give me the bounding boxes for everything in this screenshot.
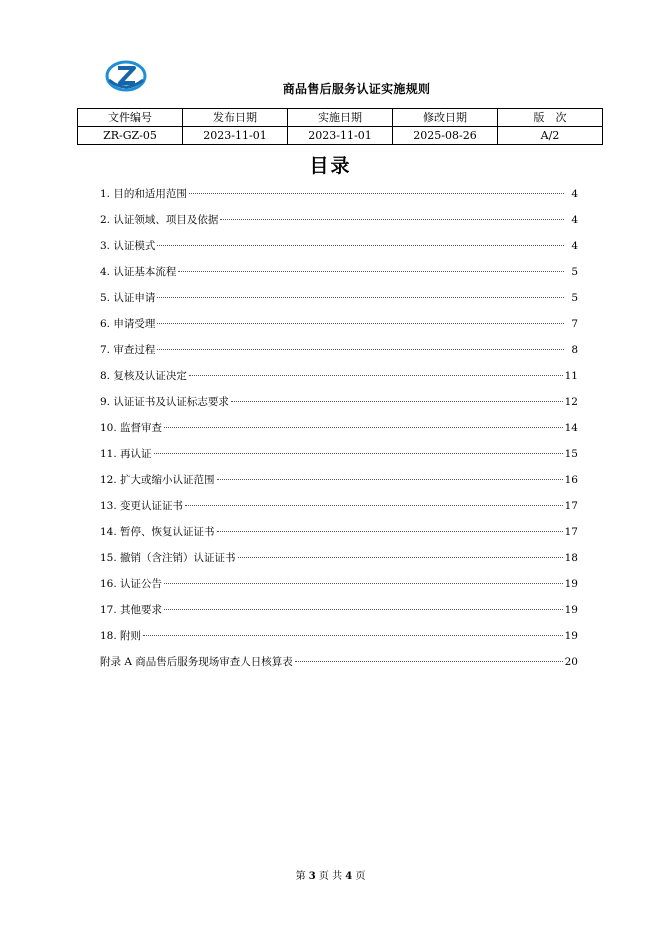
value-revision-date: 2025-08-26 [393,127,498,145]
toc-entry-label: 附录 A 商品售后服务现场审查人日核算表 [100,656,293,668]
toc-entry[interactable] [100,210,578,236]
toc-dot-leader [231,401,563,402]
toc-dot-leader [217,531,563,532]
toc-entry[interactable] [100,652,578,678]
toc-entry-page: 5 [571,292,578,304]
toc-dot-leader [189,193,564,194]
value-effective-date: 2023-11-01 [288,127,393,145]
toc-entry-label: 17. 其他要求 [100,604,163,616]
document-title: 商品售后服务认证实施规则 [282,82,431,96]
toc-entry[interactable] [100,288,578,314]
toc-entry-page: 19 [564,578,578,590]
page-footer [0,867,661,882]
toc-entry[interactable] [100,444,578,470]
toc-dot-leader [164,609,563,610]
toc-entry-label: 5. 认证申请 [100,292,156,304]
document-info-table [77,108,603,145]
toc-dot-leader [220,219,564,220]
toc-dot-leader [217,479,563,480]
toc-dot-leader [157,245,564,246]
toc-entry[interactable] [100,548,578,574]
toc-entry-page: 8 [571,344,578,356]
header-effective-date: 实施日期 [288,109,393,127]
toc-dot-leader [189,375,563,376]
toc-entry-label: 7. 审查过程 [100,344,156,356]
toc-entry-label: 4. 认证基本流程 [100,266,177,278]
toc-entry[interactable] [100,340,578,366]
toc-entry-page: 18 [564,552,578,564]
toc-dot-leader [295,661,563,662]
header-doc-number: 文件编号 [78,109,183,127]
info-header-row [78,109,603,127]
toc-dot-leader [157,349,564,350]
toc-entry[interactable] [100,314,578,340]
toc-entry[interactable] [100,574,578,600]
toc-entry[interactable] [100,392,578,418]
toc-dot-leader [157,323,564,324]
toc-entry[interactable] [100,366,578,392]
toc-entry-page: 15 [564,448,578,460]
toc-dot-leader [164,427,563,428]
toc-entry-page: 19 [564,604,578,616]
toc-dot-leader [157,297,564,298]
footer-current-page: 3 [308,871,316,882]
header-version: 版 次 [498,109,603,127]
toc-entry-page: 5 [571,266,578,278]
footer-total-pages: 4 [345,871,353,882]
toc-entry[interactable] [100,236,578,262]
toc-entry-page: 16 [564,474,578,486]
toc-dot-leader [164,583,563,584]
toc-entry-page: 11 [564,370,578,382]
footer-prefix: 第 [295,871,306,882]
toc-entry[interactable] [100,600,578,626]
value-release-date: 2023-11-01 [183,127,288,145]
toc-entry[interactable] [100,418,578,444]
toc-heading: 目录 [309,155,352,177]
toc-entry-label: 9. 认证证书及认证标志要求 [100,396,229,408]
toc-entry-page: 4 [571,240,578,252]
header-revision-date: 修改日期 [393,109,498,127]
toc-entry-page: 7 [571,318,578,330]
toc-entry-label: 18. 附则 [100,630,142,642]
toc-entry-page: 19 [564,630,578,642]
toc-entry[interactable] [100,184,578,210]
toc-entry-label: 6. 申请受理 [100,318,156,330]
toc-entry-page: 4 [571,188,578,200]
toc-dot-leader [154,453,563,454]
toc-entry[interactable] [100,262,578,288]
table-of-contents [100,184,578,678]
toc-entry[interactable] [100,470,578,496]
toc-entry-page: 14 [564,422,578,434]
value-doc-number: ZR-GZ-05 [78,127,183,145]
toc-entry-label: 14. 暂停、恢复认证证书 [100,526,215,538]
value-version: A/2 [498,127,603,145]
toc-entry-label: 13. 变更认证证书 [100,500,184,512]
toc-dot-leader [178,271,564,272]
toc-dot-leader [238,557,563,558]
toc-entry[interactable] [100,522,578,548]
toc-entry-label: 3. 认证模式 [100,240,156,252]
toc-entry-label: 15. 撤销（含注销）认证证书 [100,552,236,564]
toc-entry-label: 8. 复核及认证决定 [100,370,187,382]
toc-entry-label: 11. 再认证 [100,448,152,460]
toc-entry-page: 4 [571,214,578,226]
toc-entry-label: 16. 认证公告 [100,578,163,590]
toc-entry-page: 17 [564,526,578,538]
footer-middle: 页 共 [318,871,343,882]
toc-dot-leader [185,505,563,506]
toc-entry-label: 12. 扩大或缩小认证范围 [100,474,215,486]
toc-entry-page: 12 [564,396,578,408]
info-value-row [78,127,603,145]
toc-entry-label: 1. 目的和适用范围 [100,188,187,200]
footer-suffix: 页 [355,871,366,882]
header-release-date: 发布日期 [183,109,288,127]
toc-entry[interactable] [100,496,578,522]
toc-entry-page: 20 [564,656,578,668]
toc-entry[interactable] [100,626,578,652]
toc-dot-leader [143,635,563,636]
toc-entry-label: 10. 监督审查 [100,422,163,434]
toc-entry-page: 17 [564,500,578,512]
toc-entry-label: 2. 认证领域、项目及依据 [100,214,219,226]
